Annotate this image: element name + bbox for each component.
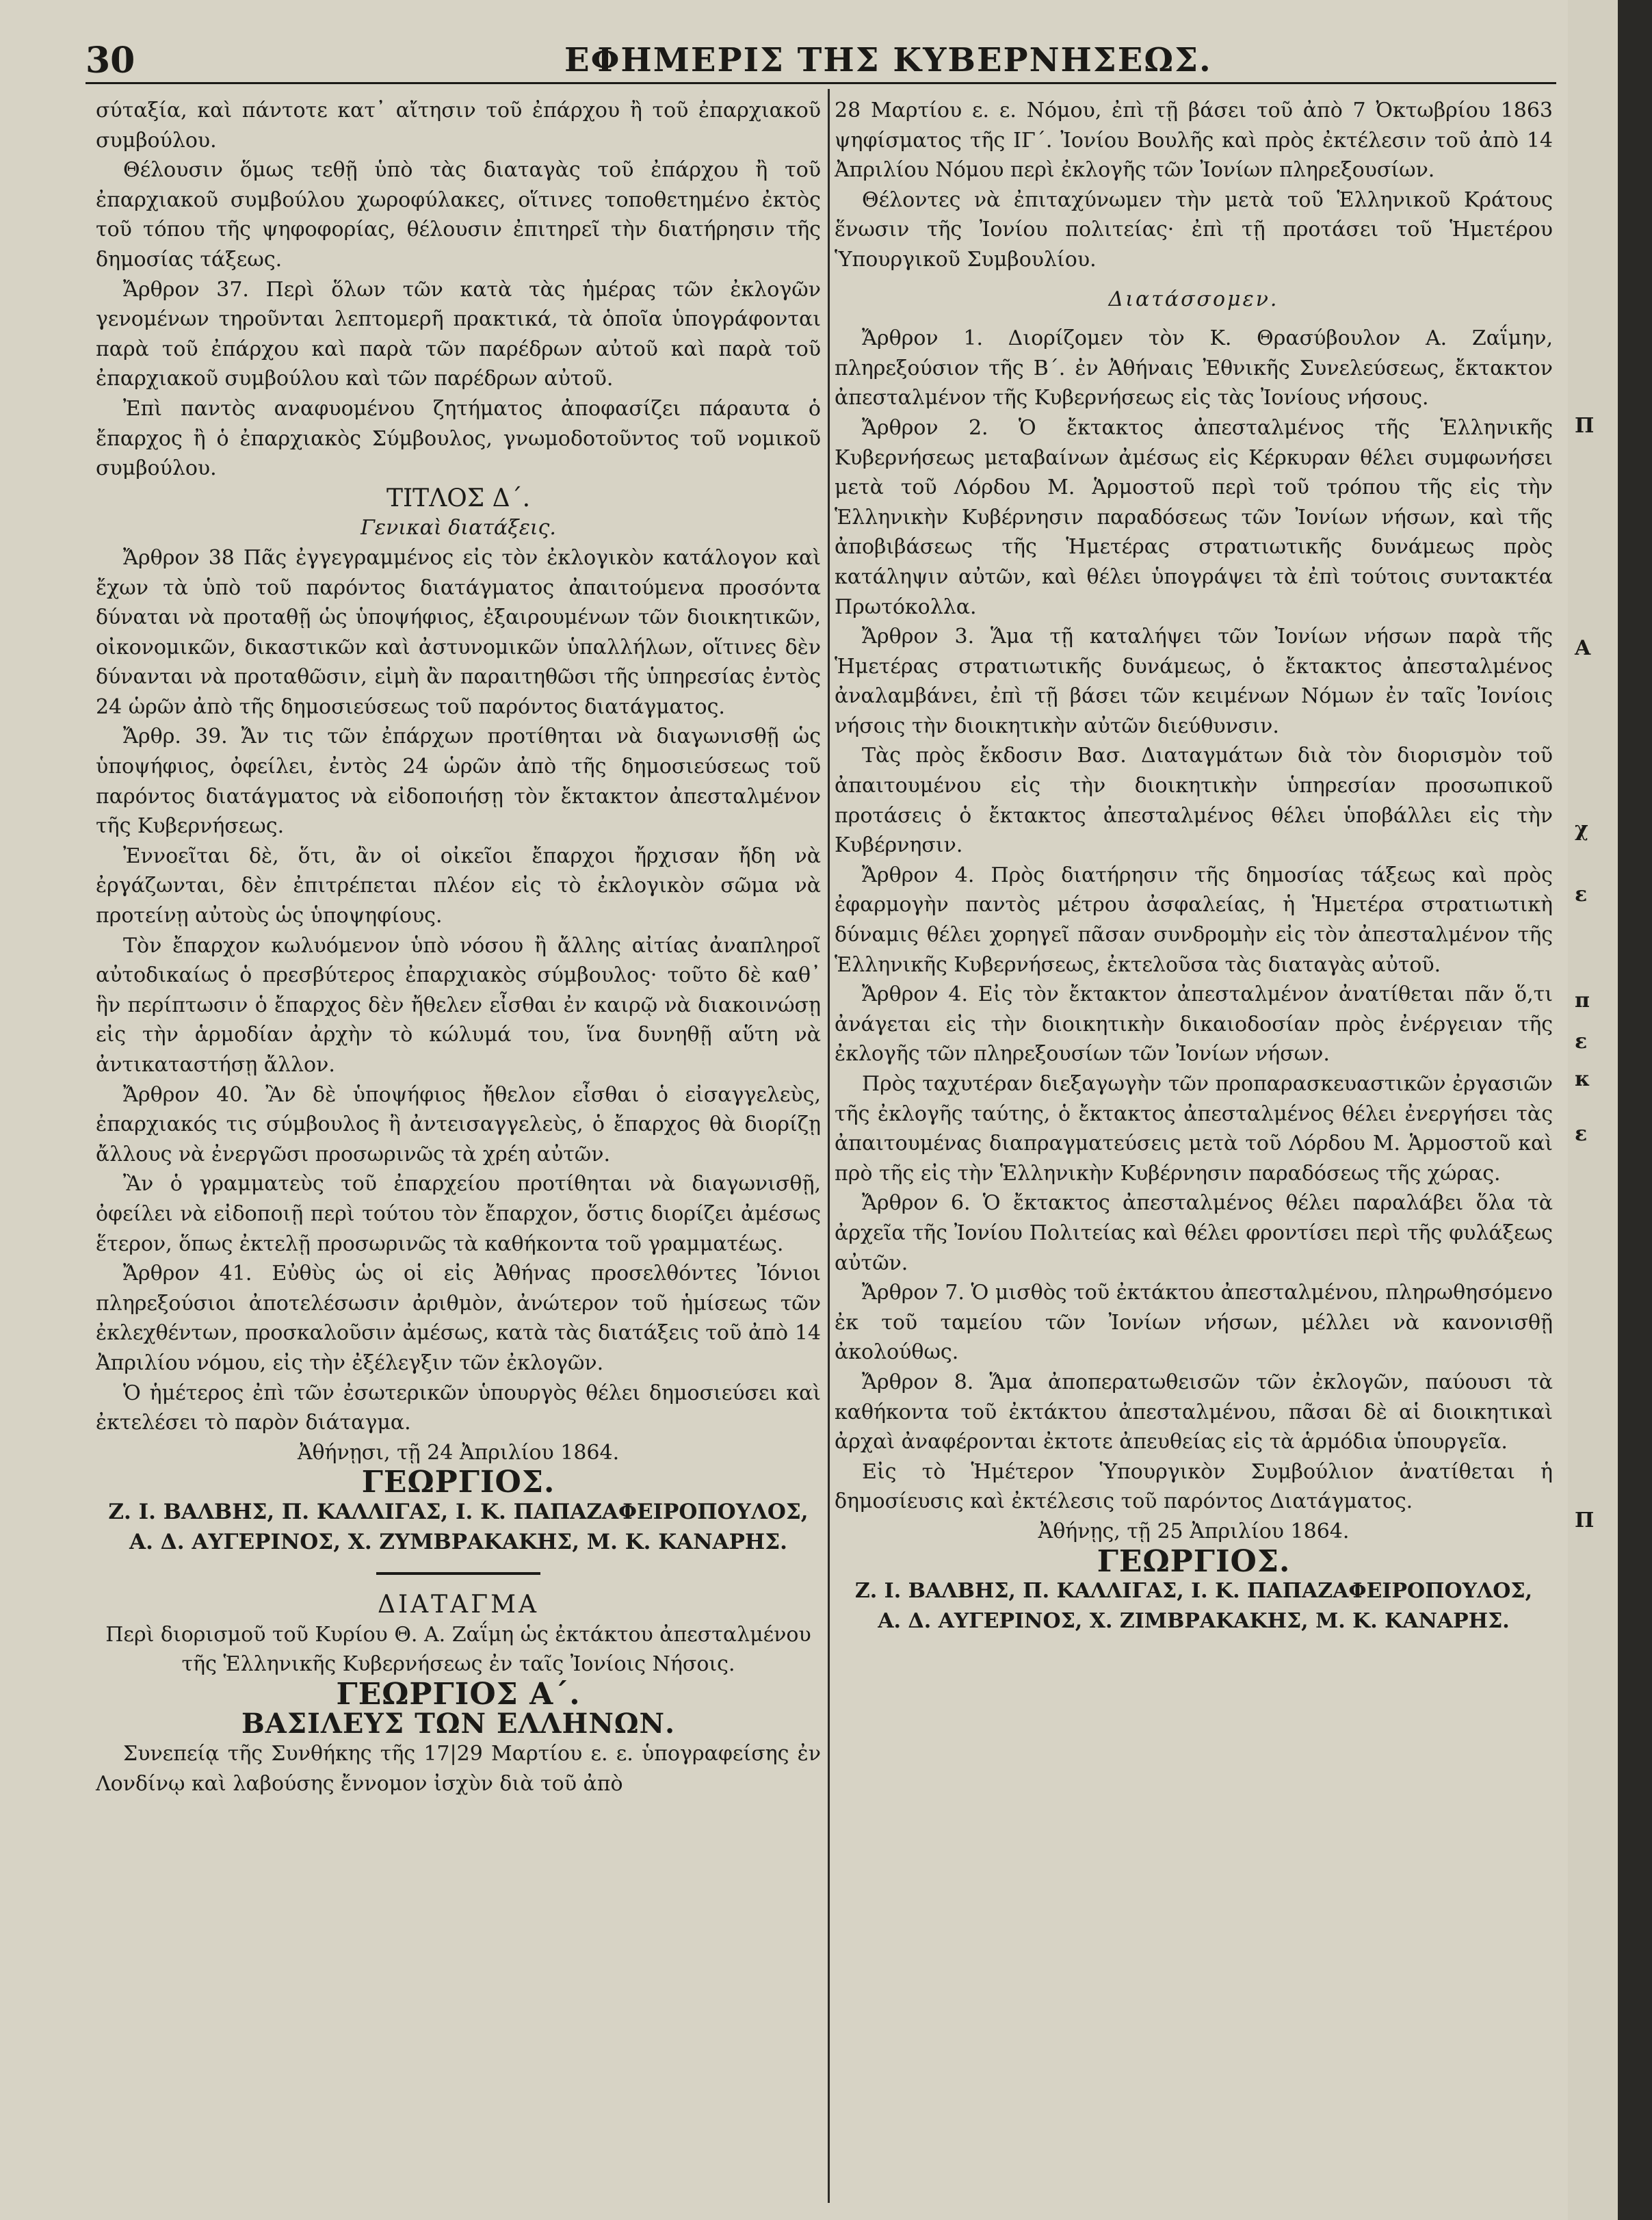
facing-page-fragment: κ: [1575, 1067, 1590, 1091]
facing-page-fragment: Π: [1575, 414, 1595, 438]
paragraph: Ἐννοεῖται δὲ, ὅτι, ἂν οἱ οἰκεῖοι ἔπαρχοι ἤρχισαν ἤδη νὰ ἐργάζωνται, δὲν ἐπιτρέπεται πλέον εἰς τὸ ἐκλογικὸν σῶμα νὰ προτείνῃ αὐτοὺς ὡς ὑποψηφίους.: [96, 844, 821, 928]
decree-date: Ἀθήνῃσι, τῇ 24 Ἀπριλίου 1864.: [297, 1440, 620, 1465]
paragraph: Πρὸς ταχυτέραν διεξαγωγὴν τῶν προπαρασκευαστικῶν ἐργασιῶν τῆς ἐκλογῆς ταύτης, ὁ ἔκτακτος ἀπεσταλμένος θέλει ἐνεργήσει τὰς ἀπαιτουμένας διαπραγματεύσεις μετὰ τοῦ Λόρδου Μ. Ἁρμοστοῦ καὶ πρὸ τῆς εἰς τὴν Ἑλληνικὴν Κυβέρνησιν παραδόσεως τῆς χώρας.: [835, 1072, 1553, 1186]
paragraph: σύταξία, καὶ πάντοτε κατ᾽ αἴτησιν τοῦ ἐπάρχου ἢ τοῦ ἐπαρχιακοῦ συμβούλου.: [96, 99, 821, 153]
decree-word: Διατάσσομεν.: [1108, 287, 1279, 311]
paragraph: Ὁ ἡμέτερος ἐπὶ τῶν ἐσωτερικῶν ὑπουργὸς θέλει δημοσιεύσει καὶ ἐκτελέσει τὸ παρὸν διάταγμα.: [96, 1381, 821, 1435]
article-38: Ἄρθρον 38 Πᾶς ἐγγεγραμμένος εἰς τὸν ἐκλογικὸν κατάλογον καὶ ἔχων τὰ ὑπὸ τοῦ παρόντος διατάγματος ἀπαιτούμενα προσόντα δύναται νὰ προταθῇ ὡς ὑποψήφιος, ἐξαιρουμένων τῶν διοικητικῶν, οἰκονομικῶν, δικαστικῶν καὶ ἀστυνομικῶν ὑπαλλήλων, οἵτινες δὲν δύνανται νὰ προταθῶσιν, εἰμὴ ἂν παραιτηθῶσι τῆς ὑπηρεσίας ἐντὸς 24 ὡρῶν ἀπὸ τῆς δημοσιεύσεως τοῦ παρόντος διατάγματος.: [96, 545, 821, 719]
king-signature: ΓΕΩΡΓΙΟΣ.: [1097, 1543, 1291, 1579]
article-41: Ἄρθρον 41. Εὐθὺς ὡς οἱ εἰς Ἀθήνας προσελθόντες Ἰόνιοι πληρεξούσιοι ἀποτελέσωσιν ἀριθμὸν, ἀνώτερον τοῦ ἡμίσεως τῶν ἐκλεχθέντων, προσκαλοῦσιν ἀμέσως, κατὰ τὰς διατάξεις τοῦ ἀπὸ 14 Ἀπριλίου νόμου, εἰς τὴν ἐξέλεγξιν τῶν ἐκλογῶν.: [96, 1262, 821, 1375]
paragraph: Τὰς πρὸς ἔκδοσιν Βασ. Διαταγμάτων διὰ τὸν διορισμὸν τοῦ ἀπαιτουμένου εἰς τὴν διοικητικὴν ὑπηρεσίαν προσωπικοῦ προτάσεις ὁ ἔκτακτος ἀπεσταλμένος θέλει ὑποβάλλει εἰς τὴν Κυβέρνησιν.: [835, 744, 1553, 858]
scan-dark-edge: [1618, 0, 1652, 2220]
section-subtitle: Γενικαὶ διατάξεις.: [360, 516, 556, 540]
article-3: Ἄρθρον 3. Ἅμα τῇ καταλήψει τῶν Ἰονίων νήσων παρὰ τῆς Ἡμετέρας στρατιωτικῆς δυνάμεως, ὁ ἔκτακτος ἀπεσταλμένος ἀναλαμβάνει, ἐπὶ τῇ βάσει τῶν κειμένων Νόμων ἐν ταῖς Ἰονίοις νήσοις τὴν διοικητικὴν αὐτῶν διεύθυνσιν.: [835, 625, 1553, 738]
article-7: Ἄρθρον 7. Ὁ μισθὸς τοῦ ἐκτάκτου ἀπεσταλμένου, πληρωθησόμενο ἐκ τοῦ ταμείου τῶν Ἰονίων νήσων, μέλλει νὰ κανονισθῇ ἀκολούθως.: [835, 1281, 1553, 1365]
facing-page-fragment: Α: [1575, 636, 1591, 660]
article-6: Ἄρθρον 6. Ὁ ἔκτακτος ἀπεσταλμένος θέλει παραλάβει ὅλα τὰ ἀρχεῖα τῆς Ἰονίου Πολιτείας καὶ θέλει φροντίσει περὶ τῆς φυλάξεως αὐτῶν.: [835, 1191, 1553, 1275]
minister-signatures: Α. Δ. ΑΥΓΕΡΙΝΟΣ, Χ. ΖΥΜΒΡΑΚΑΚΗΣ, Μ. Κ. ΚΑΝΑΡΗΣ.: [129, 1529, 787, 1554]
decree-heading: ΔΙΑΤΑΓΜΑ: [377, 1591, 540, 1619]
facing-page-edge: [1568, 0, 1618, 2220]
king-title: ΒΑΣΙΛΕΥΣ ΤΩΝ ΕΛΛΗΝΩΝ.: [241, 1708, 675, 1740]
article-40: Ἄρθρον 40. Ἂν δὲ ὑποψήφιος ἤθελον εἶσθαι ὁ εἰσαγγελεὺς, ἐπαρχιακός τις σύμβουλος ἢ ἀντεισαγγελεὺς, ὁ ἔπαρχος θὰ διορίζῃ ἄλλους νὰ ἐνεργῶσι προσωρινῶς τὰ χρέη αὐτῶν.: [96, 1082, 821, 1166]
article-4: Ἄρθρον 4. Πρὸς διατήρησιν τῆς δημοσίας τάξεως καὶ πρὸς ἐφαρμογὴν παντὸς μέτρου ἀσφαλείας, ἡ Ἡμετέρα στρατιωτικὴ δύναμις θέλει χορηγεῖ πᾶσαν συνδρομὴν εἰς τὸν ἀπεσταλμένον τῆς Ἑλληνικῆς Κυβερνήσεως, ἐκτελοῦσα τὰς διαταγὰς αὐτοῦ.: [835, 863, 1553, 977]
article-5: Ἄρθρον 4. Εἰς τὸν ἔκτακτον ἀπεσταλμένον ἀνατίθεται πᾶν ὅ,τι ἀνάγεται εἰς τὴν διοικητικὴν δικαιοδοσίαν πρὸς ἐνέργειαν τῆς ἐκλογῆς τῶν πληρεξουσίων τῶν Ἰονίων νήσων.: [835, 982, 1553, 1067]
section-title: ΤΙΤΛΟΣ Δ΄.: [386, 484, 531, 512]
article-39: Ἄρθρ. 39. Ἄν τις τῶν ἐπάρχων προτίθηται νὰ διαγωνισθῇ ὡς ὑποψήφιος, ὀφείλει, ἐντὸς 24 ὡρῶν ἀπὸ τῆς δημοσιεύσεως τοῦ παρόντος διατάγματος νὰ εἰδοποιήσῃ τὸν ἔκτακτον ἀπεσταλμένον τῆς Κυβερνήσεως.: [96, 724, 821, 839]
article-1: Ἄρθρον 1. Διορίζομεν τὸν Κ. Θρασύβουλον Α. Ζαΐμην, πληρεξούσιον τῆς Β΄. ἐν Ἀθήναις Ἐθνικῆς Συνελεύσεως, ἔκτακτον ἀπεσταλμένον τῆς Κυβερνήσεως εἰς τὰς Ἰονίους νήσους.: [835, 326, 1553, 410]
facing-page-fragment: ε: [1575, 1030, 1588, 1054]
paragraph: Συνεπείᾳ τῆς Συνθήκης τῆς 17|29 Μαρτίου ε. ε. ὑπογραφείσης ἐν Λονδίνῳ καὶ λαβούσης ἔννομον ἰσχὺν διὰ τοῦ ἀπὸ: [96, 1742, 821, 1796]
facing-page-fragment: ε: [1575, 883, 1588, 906]
king-signature: ΓΕΩΡΓΙΟΣ.: [361, 1465, 555, 1500]
paragraph: Τὸν ἔπαρχον κωλυόμενον ὑπὸ νόσου ἢ ἄλλης αἰτίας ἀναπληροῖ αὐτοδικαίως ὁ πρεσβύτερος ἐπαρχιακὸς σύμβουλος· τοῦτο δὲ καθ᾽ ἣν περίπτωσιν ὁ ἔπαρχος δὲν ἤθελεν εἶσθαι ἐν καιρῷ νὰ διακοινώσῃ εἰς τὴν ἁρμοδίαν ἀρχὴν τὸ κώλυμά του, ἵνα δυνηθῇ αὕτη νὰ ἀντικαταστήσῃ ἄλλον.: [96, 933, 821, 1077]
paragraph: Θέλουσιν ὅμως τεθῇ ὑπὸ τὰς διαταγὰς τοῦ ἐπάρχου ἢ τοῦ ἐπαρχιακοῦ συμβούλου χωροφύλακες, οἵτινες τοποθετημένο ἐκτὸς τοῦ τόπου τῆς ψηφοφορίας, θέλουσιν ἐπιτηρεῖ τὴν διατήρησιν τῆς δημοσίας τάξεως.: [96, 158, 821, 272]
newspaper-title: ΕΦΗΜΕΡΙΣ ΤΗΣ ΚΥΒΕΡΝΗΣΕΩΣ.: [564, 41, 1212, 79]
paragraph: Ἐπὶ παντὸς αναφυομένου ζητήματος ἀποφασίζει πάραυτα ὁ ἔπαρχος ἢ ὁ ἐπαρχιακὸς Σύμβουλος, γνωμοδοτοῦντος τοῦ νομικοῦ συμβούλου.: [96, 396, 821, 481]
minister-signatures: Α. Δ. ΑΥΓΕΡΙΝΟΣ, Χ. ΖΙΜΒΡΑΚΑΚΗΣ, Μ. Κ. ΚΑΝΑΡΗΣ.: [878, 1608, 1510, 1633]
article-37: Ἄρθρον 37. Περὶ ὅλων τῶν κατὰ τὰς ἡμέρας τῶν ἐκλογῶν γενομένων τηροῦνται λεπτομερῆ πρακτικά, τὰ ὁποῖα ὑπογράφονται παρὰ τοῦ ἐπάρχου καὶ παρὰ τῶν παρέδρων αὐτοῦ καὶ παρὰ τοῦ ἐπαρχιακοῦ συμβούλου καὶ τῶν παρέδρων αὐτοῦ.: [96, 277, 821, 391]
paragraph: Εἰς τὸ Ἡμέτερον Ὑπουργικὸν Συμβούλιον ἀνατίθεται ἡ δημοσίευσις καὶ ἐκτέλεσις τοῦ παρόντος Διατάγματος.: [835, 1459, 1553, 1514]
article-8: Ἄρθρον 8. Ἅμα ἀποπερατωθεισῶν τῶν ἐκλογῶν, παύουσι τὰ καθήκοντα τοῦ ἐκτάκτου ἀπεσταλμένου, πᾶσαι δὲ αἱ διοικητικαὶ ἀρχαὶ ἀναφέρονται ἐκτοτε ἀπευθείας εἰς τὰ ἁρμόδια ὑπουργεῖα.: [835, 1370, 1553, 1454]
facing-page-fragment: π: [1575, 989, 1590, 1013]
paragraph: Ἂν ὁ γραμματεὺς τοῦ ἐπαρχείου προτίθηται νὰ διαγωνισθῇ, ὀφείλει νὰ εἰδοποιῇ περὶ τούτου τὸν ἔπαρχον, ὅστις διορίζει ἀμέσως ἕτερον, ὅπως ἐκτελῇ προσωρινῶς τὰ καθήκοντα τοῦ γραμματέως.: [96, 1172, 821, 1256]
king-name: ΓΕΩΡΓΙΟΣ Α΄.: [336, 1676, 581, 1712]
facing-page-fragment: ε: [1575, 1122, 1588, 1146]
facing-page-fragment: χ: [1575, 818, 1588, 841]
facing-page-fragment: Π: [1575, 1509, 1595, 1532]
page-number: 30: [86, 40, 135, 81]
page-header: [86, 40, 1426, 81]
right-column: [835, 96, 1553, 1636]
left-column: [96, 96, 821, 1799]
minister-signatures: Ζ. Ι. ΒΑΛΒΗΣ, Π. ΚΑΛΛΙΓΑΣ, Ι. Κ. ΠΑΠΑΖΑΦΕΙΡΟΠΟΥΛΟΣ,: [108, 1499, 809, 1524]
paragraph: Θέλοντες νὰ ἐπιταχύνωμεν τὴν μετὰ τοῦ Ἑλληνικοῦ Κράτους ἕνωσιν τῆς Ἰονίου πολιτείας· ἐπὶ τῇ προτάσει τοῦ Ἡμετέρου Ὑπουργικοῦ Συμβουλίου.: [835, 187, 1553, 272]
decree-subject: Περὶ διορισμοῦ τοῦ Κυρίου Θ. Α. Ζαΐμη ὡς ἐκτάκτου ἀπεσταλμένου τῆς Ἑλληνικῆς Κυβερνήσεως ἐν ταῖς Ἰονίοις Νήσοις.: [105, 1622, 811, 1677]
paragraph: 28 Μαρτίου ε. ε. Νόμου, ἐπὶ τῇ βάσει τοῦ ἀπὸ 7 Ὀκτωβρίου 1863 ψηφίσματος τῆς ΙΓ΄. Ἰονίου Βουλῆς καὶ πρὸς ἐκτέλεσιν τοῦ ἀπὸ 14 Ἀπριλίου Νόμου περὶ ἐκλογῆς τῶν Ἰονίων πληρεξουσίων.: [835, 99, 1553, 183]
column-divider: [828, 89, 830, 2203]
minister-signatures: Ζ. Ι. ΒΑΛΒΗΣ, Π. ΚΑΛΛΙΓΑΣ, Ι. Κ. ΠΑΠΑΖΑΦΕΙΡΟΠΟΥΛΟΣ,: [854, 1579, 1533, 1604]
decree-date: Ἀθήνῃς, τῇ 25 Ἀπριλίου 1864.: [1038, 1519, 1350, 1543]
header-rule: [86, 82, 1556, 84]
section-divider: [376, 1572, 540, 1575]
article-2: Ἄρθρον 2. Ὁ ἔκτακτος ἀπεσταλμένος τῆς Ἑλληνικῆς Κυβερνήσεως μεταβαίνων ἀμέσως εἰς Κέρκυραν θέλει συμφωνήσει μετὰ τοῦ Λόρδου Μ. Ἁρμοστοῦ περὶ τοῦ τρόπου τῆς εἰς τὴν Ἑλληνικὴν Κυβέρνησιν παραδόσεως τῶν Ἰονίων νήσων, καὶ τῆς ἀποβιβάσεως τῆς Ἡμετέρας στρατιωτικῆς δυνάμεως πρὸς κατάληψιν αὐτῶν, καὶ θέλει ὑπογράψει τὰ ἐπὶ τούτοις συντακτέα Πρωτόκολλα.: [835, 415, 1553, 619]
